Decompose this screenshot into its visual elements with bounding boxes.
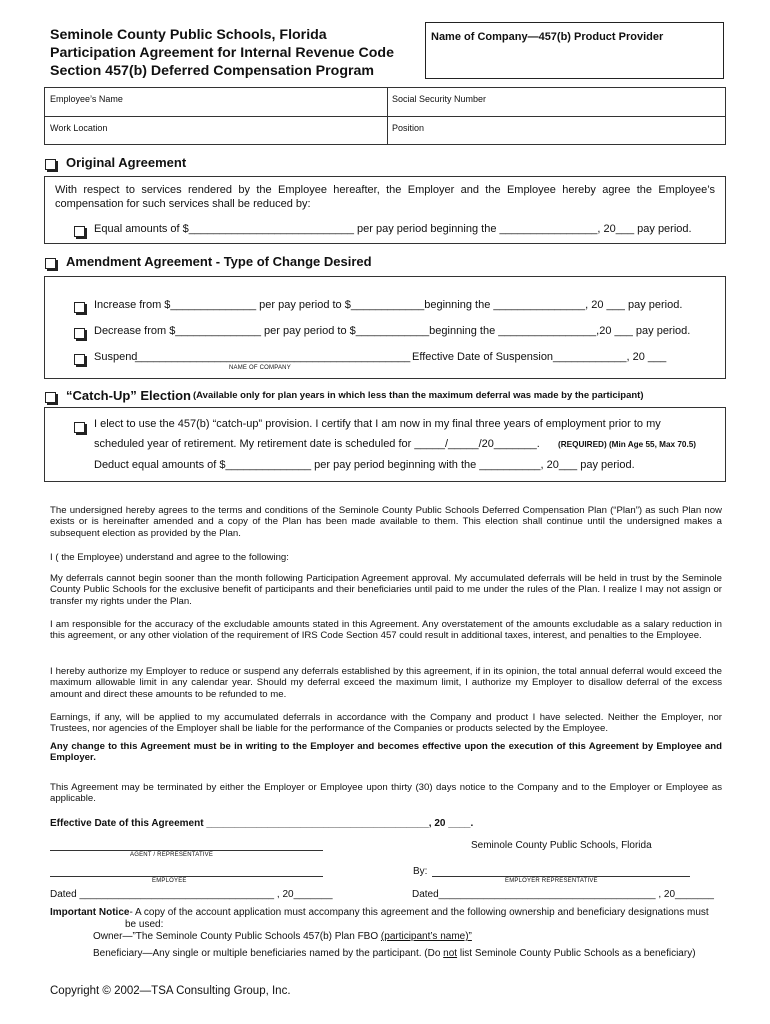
agent-caption: AGENT / REPRESENTATIVE <box>130 852 214 858</box>
catchup-note: (Available only for plan years in which less than the maximum deferral was made by the participant) <box>193 390 644 401</box>
increase-checkbox[interactable] <box>74 300 85 318</box>
dated-right-field[interactable]: Dated_______________________________________ , 20_______ <box>412 889 714 900</box>
equal-amounts-checkbox[interactable] <box>74 224 85 242</box>
owner-designation <box>93 931 472 942</box>
original-agreement-checkbox[interactable] <box>45 157 56 175</box>
ssn-field[interactable]: Social Security Number <box>392 94 487 104</box>
catchup-required-note: (REQUIRED) (Min Age 55, Max 70.5) <box>558 440 696 449</box>
decrease-text: Decrease from $______________ per pay period to $____________beginning the ________________,20 ___ pay period. <box>94 325 691 337</box>
catchup-elect-checkbox[interactable] <box>74 420 85 438</box>
catchup-line-1: I elect to use the 457(b) “catch-up” provision. I certify that I am now in my final three years of employment prior to my <box>94 418 661 430</box>
terms-paragraph-1: The undersigned hereby agrees to the terms and conditions of the Seminole County Public Schools Deferred Compensation Plan (“Plan”) as such Plan now exists or is hereinafter amended and a copy of the Plan has been made available to them. This election shall continue until the undersigned makes a subsequent election as provided by the Plan. <box>50 505 722 539</box>
catchup-line-2: scheduled year of retirement. My retirement date is scheduled for _____/_____/20_______. <box>94 438 540 450</box>
beneficiary-text-a: Beneficiary—Any single or multiple beneficiaries named by the participant. (Do <box>93 948 444 959</box>
employee-caption: EMPLOYEE <box>152 878 187 884</box>
title-line-3: Section 457(b) Deferred Compensation Program <box>50 63 375 79</box>
suspend-checkbox[interactable] <box>74 352 85 370</box>
decrease-checkbox[interactable] <box>74 326 85 344</box>
terms-paragraph-4: I am responsible for the accuracy of the excludable amounts stated in this Agreement. Any overstatement of the amounts excludable as a salary reduction in this agreement, or any other violation of the requirement of IRS Code Section 457 could result in additional taxes, interest, and penalties to the Employee. <box>50 619 722 642</box>
employer-rep-caption: EMPLOYER REPRESENTATIVE <box>505 878 598 884</box>
copyright: Copyright © 2002—TSA Consulting Group, Inc. <box>50 985 291 997</box>
terms-paragraph-6: Earnings, if any, will be applied to my accumulated deferrals in accordance with the Company and product I have selected. Neither the Employer, nor Trustees, nor agencies of the Employer shall be liable for the performance of the Companies or products selected by the Employee. <box>50 712 722 735</box>
original-agreement-heading: Original Agreement <box>66 155 187 170</box>
effective-date-field[interactable]: Effective Date of this Agreement ________________________________________, 20 ____. <box>50 818 474 829</box>
original-agreement-text: With respect to services rendered by the Employee hereafter, the Employer and the Employee hereby agree the Employee’s compensation for such services shall be reduced by: <box>55 184 715 210</box>
important-notice <box>50 907 709 918</box>
form-title <box>50 26 394 80</box>
suspend-label: Suspend <box>94 351 138 363</box>
company-name-field[interactable] <box>425 22 724 79</box>
increase-text: Increase from $______________ per pay period to $____________beginning the _______________, 20 ___ pay period. <box>94 299 683 311</box>
effective-suspension-text: Effective Date of Suspension____________, 20 ___ <box>412 351 667 363</box>
amendment-checkbox[interactable] <box>45 256 56 274</box>
beneficiary-designation <box>93 948 696 959</box>
company-name-label: Name of Company—457(b) Product Provider <box>431 31 664 43</box>
owner-participant-name: (participant’s name)” <box>380 931 472 942</box>
amendment-box <box>44 276 726 379</box>
important-notice-label: Important Notice <box>50 907 130 918</box>
beneficiary-not: not <box>443 948 458 959</box>
employee-signature-line[interactable] <box>50 876 323 877</box>
catchup-checkbox[interactable] <box>45 390 56 408</box>
important-notice-text-2: be used: <box>125 919 164 930</box>
work-location-field[interactable]: Work Location <box>50 123 108 133</box>
agent-signature-line[interactable] <box>50 850 323 851</box>
original-agreement-box <box>44 176 726 244</box>
employee-info-grid <box>44 87 726 145</box>
suspend-company-line[interactable]: _____________________________________________ <box>135 351 411 363</box>
by-label: By: <box>413 866 428 877</box>
important-notice-text: - A copy of the account application must accompany this agreement and the following ownership and beneficiary designations must <box>129 907 709 918</box>
catchup-box <box>44 407 726 482</box>
terms-paragraph-2: I ( the Employee) understand and agree to the following: <box>50 552 289 563</box>
catchup-heading: “Catch-Up” Election <box>66 388 191 403</box>
catchup-line-3: Deduct equal amounts of $______________ per pay period beginning with the __________, 20___ pay period. <box>94 459 635 471</box>
beneficiary-text-b: list Seminole County Public Schools as a beneficiary) <box>457 948 696 959</box>
name-of-company-caption: NAME OF COMPANY <box>229 365 291 371</box>
title-line-2: Participation Agreement for Internal Revenue Code <box>50 45 394 61</box>
owner-text: Owner—”The Seminole County Public Schools 457(b) Plan FBO <box>93 931 379 942</box>
position-field[interactable]: Position <box>392 123 425 133</box>
title-line-1: Seminole County Public Schools, Florida <box>50 27 327 43</box>
amendment-heading: Amendment Agreement - Type of Change Desired <box>66 254 372 269</box>
employer-signature-line[interactable] <box>432 876 690 877</box>
terms-paragraph-8: This Agreement may be terminated by either the Employer or Employee upon thirty (30) days notice to the Company and to the Employer or Employee as applicable. <box>50 782 722 805</box>
terms-paragraph-3: My deferrals cannot begin sooner than the month following Participation Agreement approval. My accumulated deferrals will be held in trust by the Seminole County Public Schools for the exclusive benefit of participants and their beneficiaries until paid to me under the rules of the Plan. I realize I may not assign or transfer my rights under the Plan. <box>50 573 722 607</box>
terms-paragraph-7: Any change to this Agreement must be in writing to the Employer and becomes effective upon the execution of this Agreement by Employee and Employer. <box>50 741 722 764</box>
dated-left-field[interactable]: Dated ___________________________________ , 20_______ <box>50 889 333 900</box>
employee-name-field[interactable]: Employee’s Name <box>50 94 123 104</box>
equal-amounts-text: Equal amounts of $___________________________ per pay period beginning the ________________, 20___ pay period. <box>94 223 692 235</box>
scps-label: Seminole County Public Schools, Florida <box>471 840 652 851</box>
terms-paragraph-5: I hereby authorize my Employer to reduce or suspend any deferrals established by this agreement, if in its opinion, the total annual deferral would exceed the maximum allowable limit in any calendar year. Should my deferral exceed the maximum limit, I authorize my Employer to disallow deferral of the excess amount and direct these amounts to be refunded to me. <box>50 666 722 700</box>
